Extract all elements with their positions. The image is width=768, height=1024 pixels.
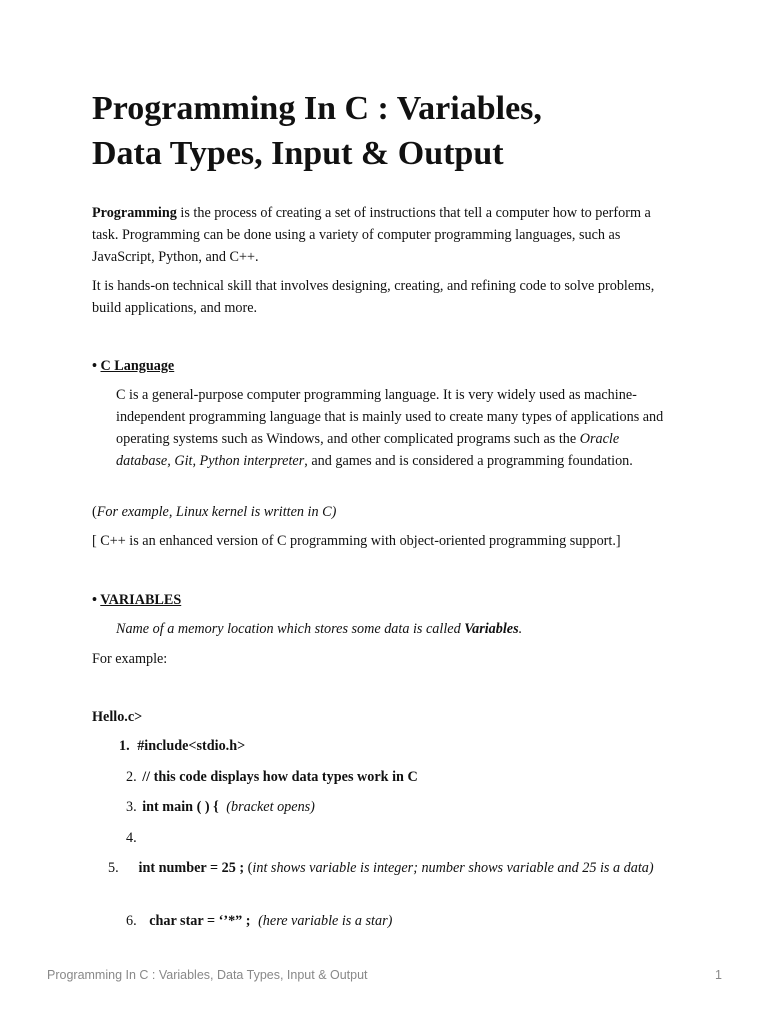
variables-heading (92, 589, 181, 611)
for-example-label: For example: (92, 651, 168, 667)
code-text: #include<stdio.h> (137, 738, 246, 754)
intro-text: is the process of creating a set of instructions that tell a computer how to perform a task. Programming can be done using a variety of computer programming languages, such as JavaScript, Python, and C++. (92, 205, 651, 265)
code-comment: int shows variable is integer; number shows variable and 25 is a data) (252, 860, 654, 876)
c-language-heading (92, 355, 174, 377)
variables-def-bold: Variables (464, 621, 519, 637)
code-line-3 (126, 796, 686, 818)
example-open-paren: ( (92, 504, 97, 520)
line-number: 2. (126, 769, 137, 785)
c-desc-italic: Oracle database, Git, Python interpreter (116, 431, 620, 469)
code-line-4 (126, 827, 137, 849)
line-number: 4. (126, 830, 137, 846)
code-line-2 (126, 766, 686, 788)
footer-title: Programming In C : Variables, Data Types, Input & Output (47, 968, 368, 982)
code-text: // this code displays how data types work in C (142, 769, 418, 785)
code-text: int number = 25 ; (138, 860, 245, 876)
code-comment-open: ( (247, 860, 253, 876)
intro-bold-word: Programming (92, 205, 177, 221)
variables-def-end: . (518, 621, 523, 637)
c-plus-plus-note: [ C++ is an enhanced version of C programming with object-oriented programming support.] (92, 533, 621, 549)
c-desc-before: C is a general-purpose computer programming language. It is very widely used as machine-independent programming language that is mainly used to create many types of applications and operating systems such as Windows, and other complicated programs such as the (116, 387, 664, 447)
code-comment: (here variable is a star) (258, 913, 393, 929)
bullet: • (92, 358, 97, 374)
line-number: 1. (119, 738, 130, 754)
code-text: char star = ‘’*” ; (149, 913, 251, 929)
title-line-2: Data Types, Input & Output (92, 135, 504, 172)
code-line-6 (126, 910, 686, 932)
line-number: 6. (126, 913, 137, 929)
variables-definition (116, 618, 676, 640)
example-italic: For example, Linux kernel is written in C) (96, 504, 337, 520)
intro-paragraph-2: It is hands-on technical skill that involves designing, creating, and refining code to solve problems, build applications, and more. (92, 278, 655, 316)
code-line-1 (119, 735, 245, 757)
document-title (92, 86, 692, 176)
code-line-5: 5. int number = 25 ; (int shows variable is integer; number shows variable and 25 is a data) (108, 860, 654, 876)
line-number: 3. (126, 799, 137, 815)
c-desc-after: , and games and is considered a programming foundation. (304, 453, 633, 469)
c-language-heading-text: C Language (100, 358, 175, 374)
variables-heading-text: VARIABLES (100, 592, 182, 608)
bullet: • (92, 592, 97, 608)
variables-def-italic: Name of a memory location which stores some data is called (116, 621, 465, 637)
code-text: int main ( ) { (142, 799, 219, 815)
c-language-example (92, 501, 672, 523)
code-file-name: Hello.c> (92, 709, 143, 725)
intro-paragraph-1 (92, 202, 672, 268)
c-language-description (116, 384, 676, 472)
title-line-1: Programming In C : Variables, (92, 90, 542, 127)
code-comment: (bracket opens) (226, 799, 315, 815)
page-number: 1 (715, 968, 722, 982)
